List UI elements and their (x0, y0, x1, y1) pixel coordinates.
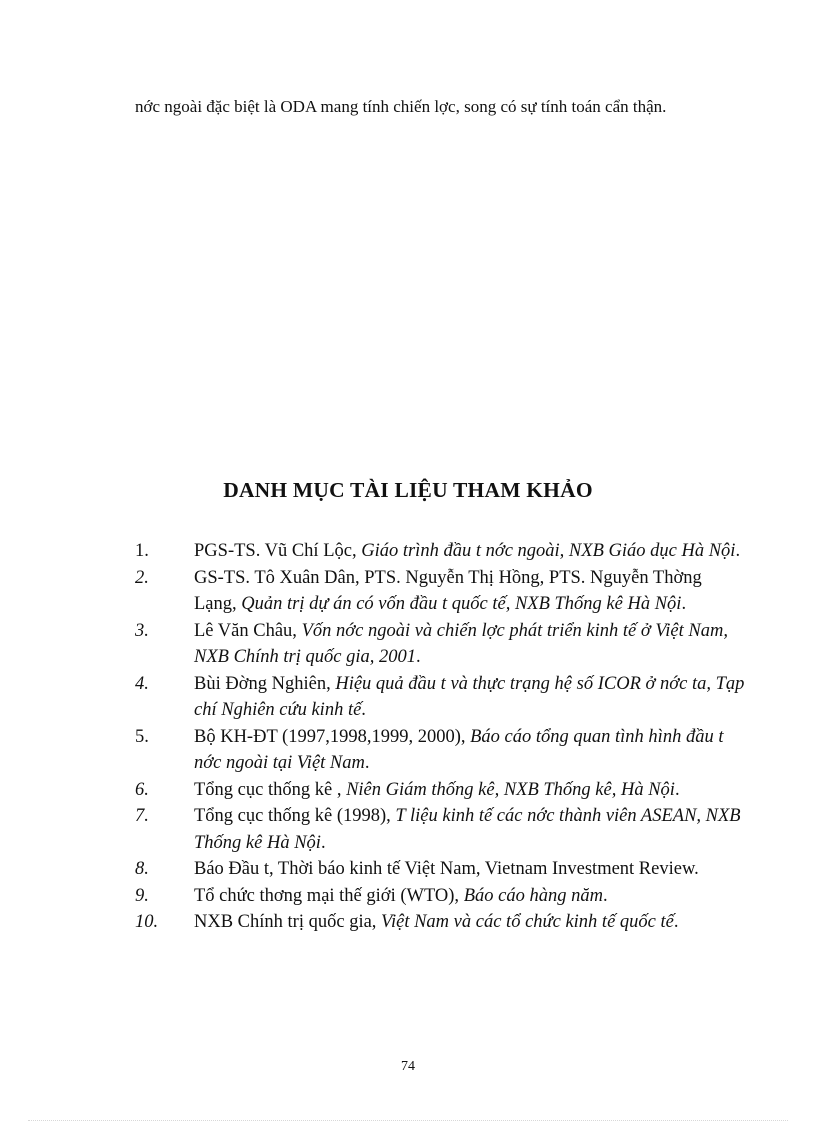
reference-text (194, 724, 747, 777)
reference-author: Tổ chức thơng mại thế giới (WTO), (194, 885, 464, 906)
reference-text (194, 538, 747, 565)
page-number: 74 (401, 1059, 415, 1074)
reference-number: 5. (135, 726, 149, 747)
reference-tail: . (364, 753, 370, 773)
reference-title: Giáo trình đầu t nớc ngoài, NXB Giáo dục Hà Nội (361, 541, 736, 561)
reference-item (135, 856, 747, 883)
reference-author: Báo Đầu t, Thời báo kinh tế Việt Nam, Vietnam Investment Review. (194, 859, 699, 879)
reference-number: 1. (135, 541, 149, 561)
reference-title: Quản trị dự án có vốn đầu t quốc tế, NXB Thống kê Hà Nội (241, 594, 682, 614)
reference-title: Niên Giám thống kê, NXB Thống kê, Hà Nội (346, 779, 675, 800)
reference-text (194, 883, 747, 910)
reference-item (135, 538, 747, 565)
reference-number: 6. (135, 779, 149, 800)
reference-text (194, 856, 747, 883)
reference-text (194, 671, 747, 724)
reference-list (135, 538, 747, 936)
intro-paragraph: nớc ngoài đặc biệt là ODA mang tính chiến lợc, song có sự tính toán cẩn thận. (135, 97, 667, 116)
reference-title: T liệu kinh tế các nớc thành viên ASEAN, NXB Thống kê Hà Nội (194, 806, 741, 853)
reference-number: 9. (135, 885, 149, 906)
page-bottom-divider (28, 1120, 788, 1121)
reference-title: Việt Nam và các tổ chức kinh tế quốc tế (381, 912, 674, 932)
reference-tail: . (602, 885, 608, 906)
reference-number: 3. (135, 620, 149, 641)
reference-author: NXB Chính trị quốc gia, (194, 912, 382, 932)
reference-author: PGS-TS. Vũ Chí Lộc, (194, 541, 362, 561)
reference-title: Báo cáo tổng quan tình hình đầu t nớc ngoài tại Việt Nam (194, 726, 724, 773)
reference-text (194, 565, 747, 618)
reference-title: Vốn nớc ngoài và chiến lợc phát triển kinh tế ở Việt Nam, NXB Chính trị quốc gia, 2001 (194, 620, 728, 667)
reference-text (194, 777, 747, 804)
reference-author: Bùi Đờng Nghiên, (194, 673, 336, 694)
reference-item (135, 671, 747, 724)
reference-author: GS-TS. Tô Xuân Dân, PTS. Nguyễn Thị Hồng, PTS. Nguyễn Thờng Lạng, (194, 567, 702, 614)
references-heading: DANH MỤC TÀI LIỆU THAM KHẢO (223, 478, 593, 502)
reference-tail: . (320, 832, 326, 853)
reference-item (135, 803, 747, 856)
reference-tail: . (673, 912, 679, 932)
reference-author: Lê Văn Châu, (194, 620, 302, 641)
reference-tail: . (416, 647, 421, 667)
reference-item (135, 724, 747, 777)
reference-number: 7. (135, 806, 149, 826)
reference-item (135, 618, 747, 671)
reference-tail: . (674, 779, 680, 800)
reference-author: Tổng cục thống kê , (194, 779, 347, 800)
reference-tail: . (681, 594, 687, 614)
reference-number: 10. (135, 912, 159, 932)
reference-item (135, 909, 747, 936)
reference-item (135, 565, 747, 618)
reference-tail: . (361, 700, 366, 720)
reference-number: 2. (135, 567, 149, 588)
reference-item (135, 883, 747, 910)
reference-number: 8. (135, 859, 149, 879)
reference-title: Hiệu quả đầu t và thực trạng hệ số ICOR ở nớc ta, Tạp chí Nghiên cứu kinh tế (194, 673, 745, 720)
reference-title: Báo cáo hàng năm (463, 885, 603, 906)
reference-text (194, 618, 747, 671)
reference-text (194, 803, 747, 856)
reference-tail: . (735, 541, 741, 561)
reference-text (194, 909, 747, 936)
reference-item (135, 777, 747, 804)
reference-author: Bộ KH-ĐT (1997,1998,1999, 2000), (194, 726, 471, 747)
reference-number: 4. (135, 673, 149, 694)
reference-author: Tổng cục thống kê (1998), (194, 806, 396, 826)
